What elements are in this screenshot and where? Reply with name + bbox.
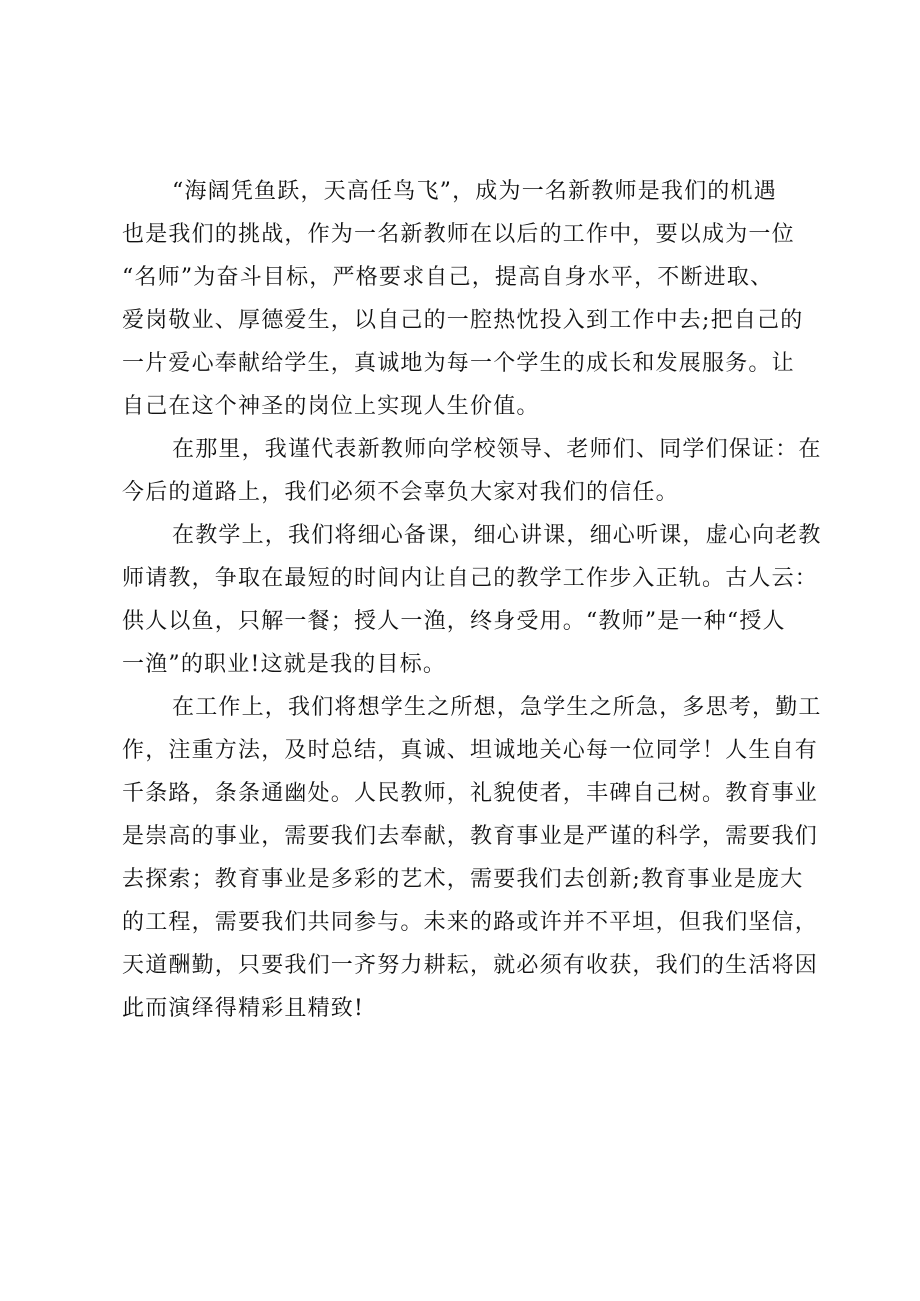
paragraph-2 — [122, 428, 822, 514]
paragraph-line: 的工程，需要我们共同参与。未来的路或许并不平坦，但我们坚信， — [122, 910, 819, 935]
paragraph-line: 供人以鱼，只解一餐；授人一渔，终身受用。“教师”是一种“授人 — [122, 609, 786, 634]
paragraph-line: 一渔”的职业!这就是我的目标。 — [122, 652, 447, 677]
paragraph-3 — [122, 514, 822, 686]
paragraph-line: 爱岗敬业、厚德爱生，以自己的一腔热忱投入到工作中去;把自己的 — [122, 308, 804, 333]
paragraph-line: 在那里，我谨代表新教师向学校领导、老师们、同学们保证：在 — [172, 437, 822, 462]
paragraph-line: 作，注重方法，及时总结，真诚、坦诚地关心每一位同学！人生自有 — [122, 738, 819, 763]
paragraph-line: “名师”为奋斗目标，严格要求自己，提高自身水平，不断进取、 — [122, 265, 774, 290]
paragraph-line: 此而演绎得精彩且精致! — [122, 996, 365, 1021]
paragraph-line: 今后的道路上，我们必须不会辜负大家对我们的信任。 — [122, 480, 679, 505]
paragraph-line: 也是我们的挑战，作为一名新教师在以后的工作中，要以成为一位 — [122, 222, 795, 247]
paragraph-line: 自己在这个神圣的岗位上实现人生价值。 — [122, 394, 540, 419]
paragraph-line: 一片爱心奉献给学生，真诚地为每一个学生的成长和发展服务。让 — [122, 351, 795, 376]
paragraph-line: 在工作上，我们将想学生之所想，急学生之所急，多思考，勤工 — [172, 695, 822, 720]
paragraph-line: “海阔凭鱼跃，天高任鸟飞”，成为一名新教师是我们的机遇 — [172, 179, 777, 204]
paragraph-line: 千条路，条条通幽处。人民教师，礼貌使者，丰碑自己树。教育事业 — [122, 781, 819, 806]
paragraph-line: 天道酬勤，只要我们一齐努力耕耘，就必须有收获，我们的生活将因 — [122, 953, 819, 978]
paragraph-line: 去探索；教育事业是多彩的艺术，需要我们去创新;教育事业是庞大 — [122, 867, 804, 892]
paragraph-line: 师请教，争取在最短的时间内让自己的教学工作步入正轨。古人云： — [122, 566, 819, 591]
paragraph-1 — [122, 170, 822, 428]
paragraph-line: 在教学上，我们将细心备课，细心讲课，细心听课，虚心向老教 — [172, 523, 822, 548]
paragraph-4 — [122, 686, 822, 1030]
document-body — [122, 170, 822, 1030]
paragraph-line: 是崇高的事业，需要我们去奉献，教育事业是严谨的科学，需要我们 — [122, 824, 819, 849]
